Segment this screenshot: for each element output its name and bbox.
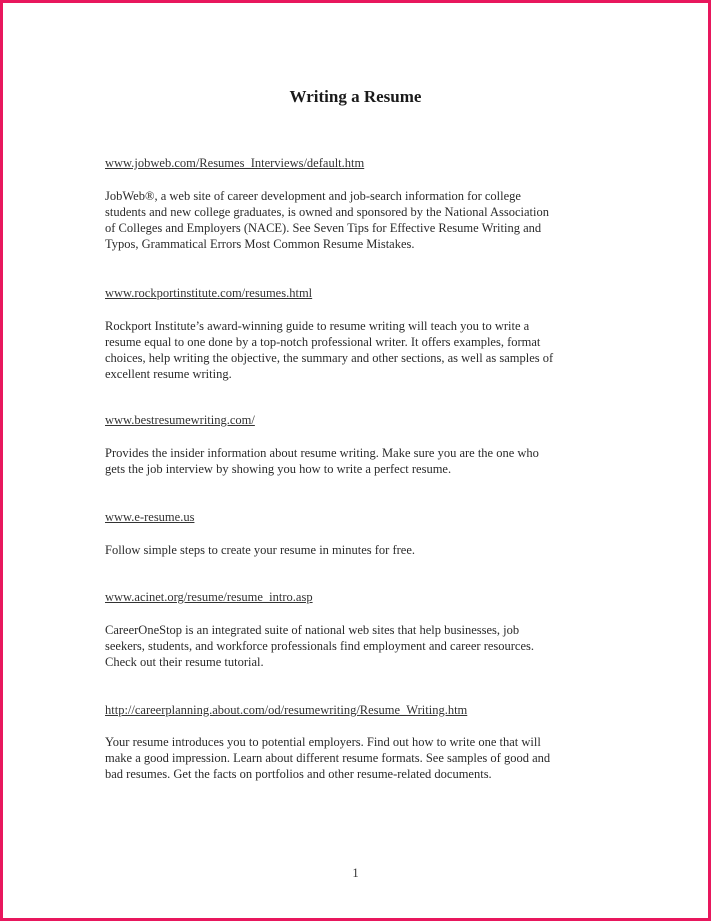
resource-link[interactable]: www.e-resume.us xyxy=(105,510,195,524)
resource-description xyxy=(105,542,610,558)
resource-link[interactable]: http://careerplanning.about.com/od/resumewriting/Resume_Writing.htm xyxy=(105,703,468,717)
resource-link[interactable]: www.bestresumewriting.com/ xyxy=(105,413,255,427)
description-line: gets the job interview by showing you how to write a perfect resume. xyxy=(105,462,452,476)
resource-link[interactable]: www.jobweb.com/Resumes_Interviews/default.htm xyxy=(105,156,365,170)
resource-description xyxy=(105,188,610,252)
description-line: JobWeb®, a web site of career development and job-search information for college xyxy=(105,189,521,203)
resource-link[interactable]: www.acinet.org/resume/resume_intro.asp xyxy=(105,590,313,604)
description-line: Rockport Institute’s award-winning guide to resume writing will teach you to write a xyxy=(105,319,530,333)
description-line: Typos, Grammatical Errors Most Common Resume Mistakes. xyxy=(105,237,415,251)
description-line: students and new college graduates, is owned and sponsored by the National Association xyxy=(105,205,550,219)
description-line: Check out their resume tutorial. xyxy=(105,655,264,669)
description-line: seekers, students, and workforce professionals find employment and career resources. xyxy=(105,639,535,653)
page-title: Writing a Resume xyxy=(289,87,422,106)
description-line: resume equal to one done by a top-notch professional writer. It offers examples, format xyxy=(105,335,541,349)
description-line: CareerOneStop is an integrated suite of national web sites that help businesses, job xyxy=(105,623,520,637)
description-line: Follow simple steps to create your resume in minutes for free. xyxy=(105,543,415,557)
resource-description xyxy=(105,318,610,382)
description-line: Your resume introduces you to potential employers. Find out how to write one that will xyxy=(105,735,541,749)
resource-description xyxy=(105,445,610,477)
description-line: excellent resume writing. xyxy=(105,367,232,381)
description-line: Provides the insider information about resume writing. Make sure you are the one who xyxy=(105,446,539,460)
resource-description xyxy=(105,622,610,670)
page-number: 1 xyxy=(352,866,359,880)
resource-description xyxy=(105,734,610,782)
description-line: of Colleges and Employers (NACE). See Seven Tips for Effective Resume Writing and xyxy=(105,221,542,235)
description-line: make a good impression. Learn about different resume formats. See samples of good and xyxy=(105,751,551,765)
description-line: choices, help writing the objective, the summary and other sections, as well as samples of xyxy=(105,351,554,365)
resource-link[interactable]: www.rockportinstitute.com/resumes.html xyxy=(105,286,313,300)
description-line: bad resumes. Get the facts on portfolios and other resume-related documents. xyxy=(105,767,492,781)
